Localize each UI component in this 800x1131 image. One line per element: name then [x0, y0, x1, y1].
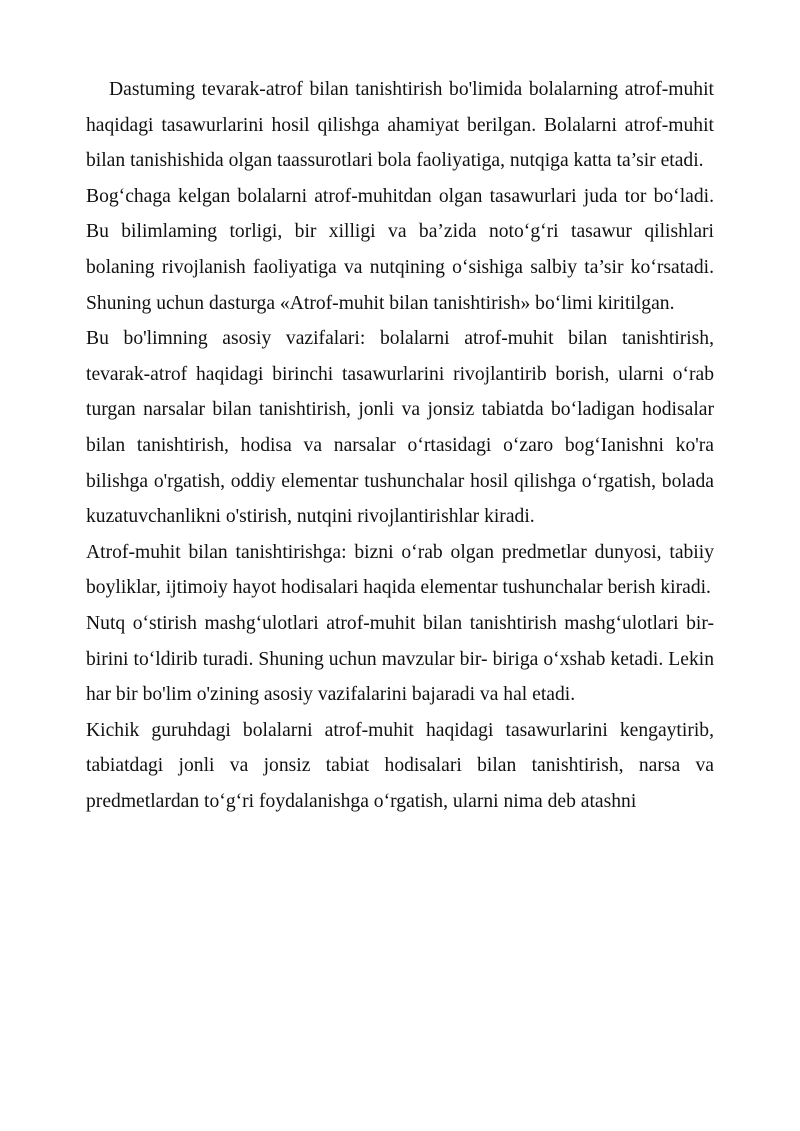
paragraph-1: Dastuming tevarak-atrof bilan tanishtirish bo'limida bolalarning atrof-muhit haqidagi tasawurlarini hosil qilishga ahamiyat berilgan. Bolalarni atrof-muhit bilan tanishishida olgan taassurotlari bola faoliyatiga, nutqiga katta ta’sir etadi. [86, 79, 714, 172]
paragraph-6: Kichik guruhdagi bolalarni atrof-muhit haqidagi tasawurlarini kengaytirib, tabiatdagi jonli va jonsiz tabiat hodisalari bilan tanishtirish, narsa va predmetlardan to‘g‘ri foydalanishga o‘rgatish, ularni nima deb atashni [86, 719, 714, 812]
paragraph-2: Bog‘chaga kelgan bolalarni atrof-muhitdan olgan tasawurlari juda tor bo‘ladi. Bu bilimlaming torligi, bir xilligi va ba’zida noto‘g‘ri tasawur qilishlari bolaning rivojlanish faoliyatiga va nutqining o‘sishiga salbiy ta’sir ko‘rsatadi. Shuning uchun dasturga «Atrof-muhit bilan tanishtirish» bo‘limi kiritilgan. [86, 185, 714, 314]
paragraph-5: Nutq o‘stirish mashg‘ulotlari atrof-muhit bilan tanishtirish mashg‘ulotlari bir-birini to‘ldirib turadi. Shuning uchun mavzular bir- biriga o‘xshab ketadi. Lekin har bir bo'lim o'zining asosiy vazifalarini bajaradi va hal etadi. [86, 612, 714, 706]
document-page [86, 72, 714, 819]
paragraph-4: Atrof-muhit bilan tanishtirishga: bizni o‘rab olgan predmetlar dunyosi, tabiiy boyliklar, ijtimoiy hayot hodisalari haqida elementar tushunchalar berish kiradi. [86, 541, 714, 599]
paragraph-3: Bu bo'limning asosiy vazifalari: bolalarni atrof-muhit bilan tanishtirish, tevarak-atrof haqidagi birinchi tasawurlarini rivojlantirib borish, ularni o‘rab turgan narsalar bilan tanishtirish, jonli va jonsiz tabiatda bo‘ladigan hodisalar bilan tanishtirish, hodisa va narsalar o‘rtasidagi o‘zaro bog‘Ianishni ko'ra bilishga o'rgatish, oddiy elementar tushunchalar hosil qilishga o‘rgatish, bolada kuzatuvchanlikni o'stirish, nutqini rivojlantirishlar kiradi. [86, 328, 714, 528]
